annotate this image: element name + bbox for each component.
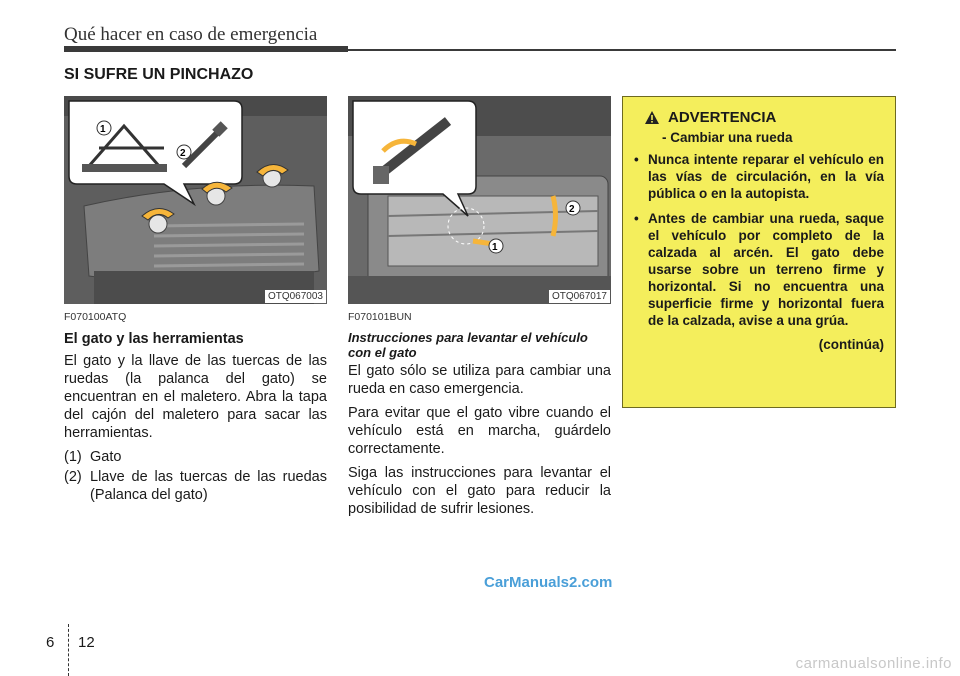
callout-1: 1 [492, 242, 498, 253]
list-item [64, 448, 327, 466]
callout-2: 2 [569, 204, 575, 215]
header-rule [64, 46, 348, 52]
warning-box [622, 96, 896, 408]
bullet: • [634, 211, 639, 226]
footer-divider [68, 624, 69, 676]
warning-icon [644, 110, 660, 125]
warning-text: Nunca intente reparar el vehículo en las vías de circulación, en la vía pública o en la autopista. [648, 152, 884, 201]
paragraph: Para evitar que el gato vibre cuando el vehículo está en marcha, guárdelo correctamente. [348, 405, 611, 457]
warning-text: Antes de cambiar una rueda, saque el vehículo por completo de la calzada al arcén. El gato debe usarse sobre un terreno firme y horizontal. Si no encuentra una superficie firme y horizontal fuera de la calzada, avise a una grúa. [648, 211, 884, 328]
photo-code: OTQ067017 [549, 290, 610, 303]
subheading: Instrucciones para levantar el vehículo con el gato [348, 330, 588, 360]
warning-subtitle: - Cambiar una rueda [662, 130, 793, 145]
warning-item [634, 151, 884, 202]
paragraph: El gato y la llave de las tuercas de las ruedas (la palanca del gato) se encuentran en el maletero. Abra la tapa del cajón del maletero para sacar las herramientas. [64, 353, 327, 441]
page-number: 12 [78, 634, 95, 651]
jack-tools-photo [64, 96, 327, 304]
page-header-title: Qué hacer en caso de emergencia [64, 24, 318, 45]
list-text: Gato [90, 449, 122, 465]
warning-item [634, 210, 884, 329]
continued-label: (continúa) [818, 337, 884, 352]
paragraph: El gato sólo se utiliza para cambiar una rueda en caso emergencia. [348, 363, 611, 397]
warning-title: ADVERTENCIA [668, 109, 777, 126]
header-rule-thin [348, 49, 896, 51]
section-code: F070101BUN [348, 311, 412, 323]
warning-header [644, 109, 884, 126]
photo-code: OTQ067003 [265, 290, 326, 303]
list-text: Llave de las tuercas de las ruedas (Palanca del gato) [90, 469, 327, 503]
watermark-link[interactable]: CarManuals2.com [484, 574, 613, 591]
list-number: (1) [64, 449, 82, 465]
callout-2: 2 [180, 148, 186, 159]
jack-stowing-photo [348, 96, 611, 304]
bullet: • [634, 152, 639, 167]
list-item [64, 468, 327, 504]
list-number: (2) [64, 469, 82, 485]
section-title: SI SUFRE UN PINCHAZO [64, 66, 254, 83]
site-footer-link[interactable]: carmanualsonline.info [795, 655, 952, 672]
subheading: El gato y las herramientas [64, 331, 244, 347]
middle-column [348, 308, 611, 524]
callout-1: 1 [100, 124, 106, 135]
page-section-number: 6 [46, 634, 55, 651]
paragraph: Siga las instrucciones para levantar el vehículo con el gato para reducir la posibilidad de sufrir lesiones. [348, 465, 611, 517]
left-column [64, 308, 327, 506]
section-code: F070100ATQ [64, 311, 127, 323]
